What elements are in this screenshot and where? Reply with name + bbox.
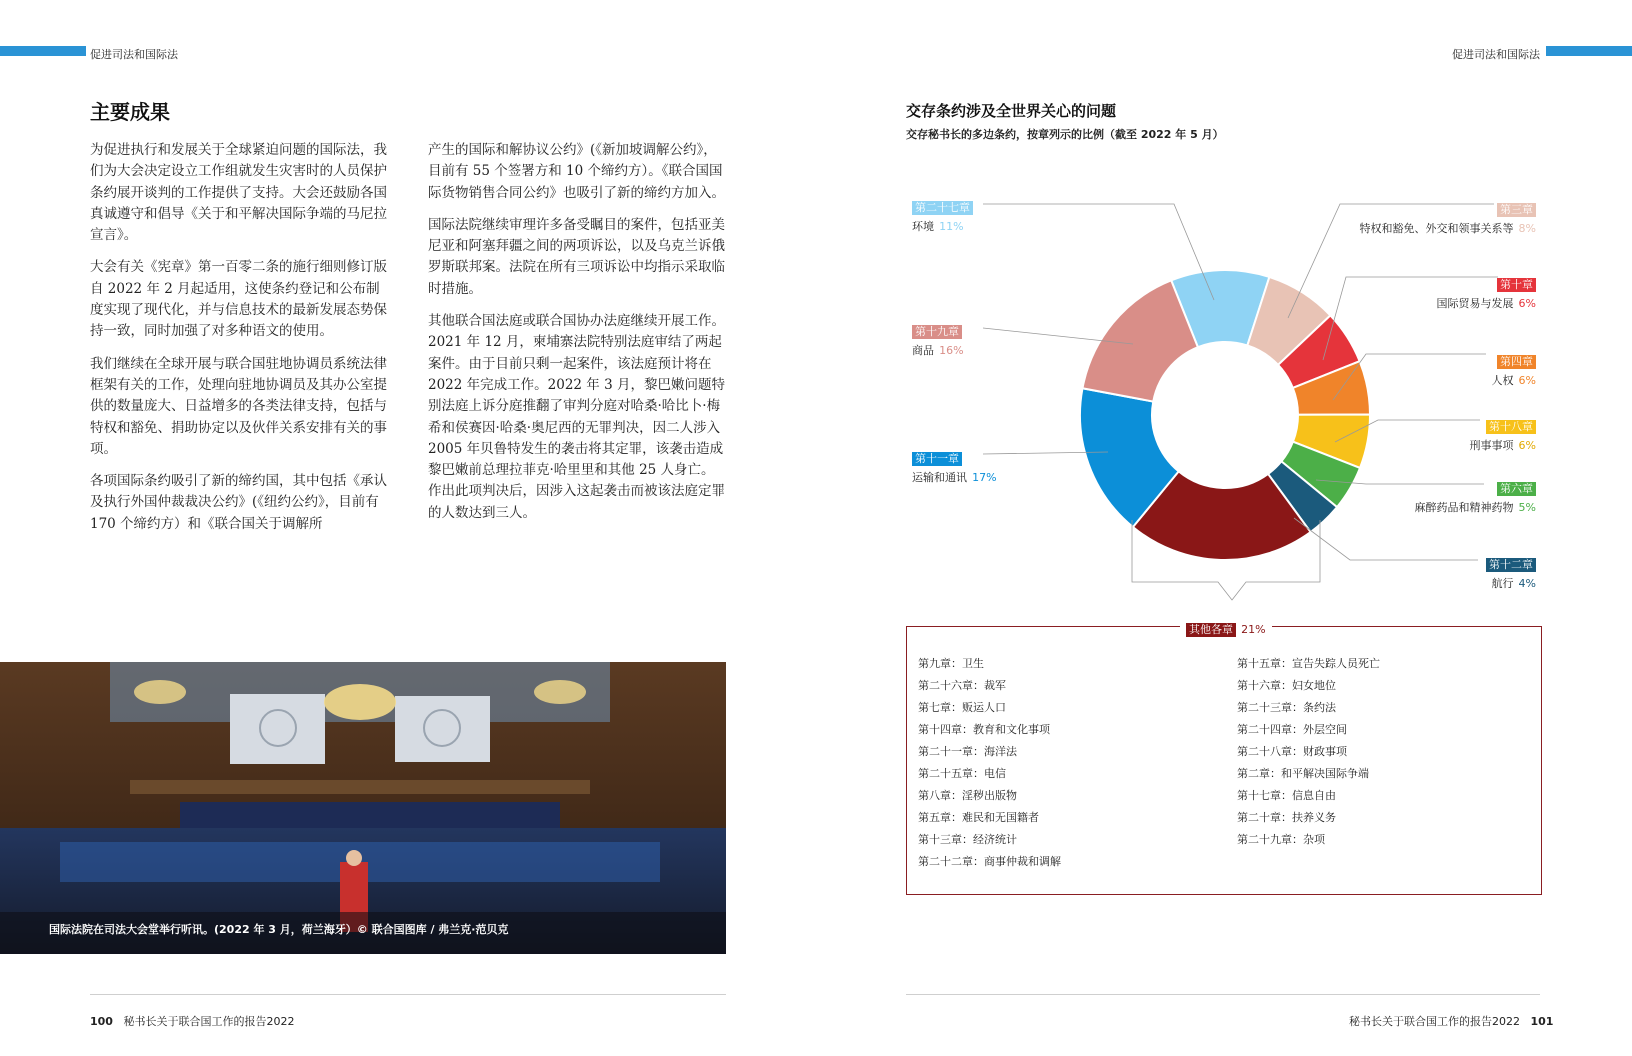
chapter-tag: 第二十七章 xyxy=(912,201,973,215)
slice-name: 航行 xyxy=(1491,577,1514,590)
chapter-tag: 第十九章 xyxy=(912,325,962,339)
paragraph: 为促进执行和发展关于全球紧迫问题的国际法，我们为大会决定设立工作组就发生灾害时的人员保护条约展开谈判的工作提供了支持。大会还鼓励各国真诚遵守和倡导《关于和平解决国际争端的马尼拉宣言》。 xyxy=(90,142,387,244)
chapter-tag: 第十二章 xyxy=(1486,558,1536,572)
label-trade xyxy=(1436,273,1536,311)
photo-caption: 国际法院在司法大会堂举行听讯。(2022 年 3 月，荷兰海牙）© 联合国图库 / 弗兰克·范贝克 xyxy=(49,923,509,936)
footer-title: 秘书长关于联合国工作的报告2022 xyxy=(1349,1015,1520,1028)
chart-subtitle: 交存秘书长的多边条约，按章列示的比例（截至 2022 年 5 月） xyxy=(906,128,1224,141)
slice-pct: 6% xyxy=(1518,374,1536,387)
slice-pct: 11% xyxy=(939,220,964,233)
list-item: 第十五章：宣告失踪人员死亡 xyxy=(1237,657,1380,670)
label-environment xyxy=(912,196,973,234)
chapter-tag: 第四章 xyxy=(1497,355,1536,369)
label-transport xyxy=(912,447,997,485)
list-item: 第十三章：经济统计 xyxy=(918,833,1017,846)
label-human-rights xyxy=(1491,350,1536,388)
paragraph: 其他联合国法庭或联合国协办法庭继续开展工作。2021 年 12 月，柬埔寨法院特别法庭审结了两起案件。由于目前只剩一起案件，该法庭预计将在 2022 年完成工作。2022 年 3 月，黎巴嫩问题特别法庭上诉分庭推翻了审判分庭对哈桑·哈比卜·梅希和侯赛因·哈桑·奥尼西的无罪判决，因二人涉入 2005 年贝鲁特发生的袭击将其定罪，该袭击造成黎巴嫩前总理拉菲克·哈里里和其他 25 人身亡。作出此项判决后，因涉入这起袭击而被该法庭定罪的人数达到三人。 xyxy=(428,313,725,521)
paragraph: 我们继续在全球开展与联合国驻地协调员系统法律框架有关的工作，处理向驻地协调员及其办公室提供的数量庞大、日益增多的各类法律支持，包括与特权和豁免、捐助协定以及伙伴关系安排有关的事项。 xyxy=(90,355,387,457)
list-item: 第二十五章：电信 xyxy=(918,767,1006,780)
chapter-tag: 第十八章 xyxy=(1486,420,1536,434)
label-narcotics xyxy=(1414,477,1536,515)
list-item: 第二十六章：裁军 xyxy=(918,679,1006,692)
paragraph: 大会有关《宪章》第一百零二条的施行细则修订版自 2022 年 2 月起适用，这使条约登记和公布制度实现了现代化，并与信息技术的最新发展态势保持一致，同时加强了对多种语文的使用。 xyxy=(90,259,387,340)
paragraph: 国际法院继续审理许多备受瞩目的案件，包括亚美尼亚和阿塞拜疆之间的两项诉讼，以及乌克兰诉俄罗斯联邦案。法院在所有三项诉讼中均指示采取临时措施。 xyxy=(428,216,725,297)
list-item: 第二十九章：杂项 xyxy=(1237,833,1325,846)
chapter-tag: 第六章 xyxy=(1497,482,1536,496)
slice-name: 商品 xyxy=(912,344,934,357)
label-penal xyxy=(1469,415,1536,453)
page-number: 101 xyxy=(1530,1015,1554,1028)
list-item: 第九章：卫生 xyxy=(918,657,984,670)
paragraph: 产生的国际和解协议公约》(《新加坡调解公约》，目前有 55 个签署方和 10 个缔约方）。《联合国国际货物销售合同公约》也吸引了新的缔约方加入。 xyxy=(428,142,725,201)
slice-pct: 17% xyxy=(972,471,997,484)
footer-title: 秘书长关于联合国工作的报告2022 xyxy=(123,1015,295,1028)
page-number: 100 xyxy=(90,1015,113,1028)
list-item: 第二章：和平解决国际争端 xyxy=(1237,767,1369,780)
running-head-right: 促进司法和国际法 xyxy=(1452,48,1540,61)
slice-name: 特权和豁免、外交和领事关系等 xyxy=(1359,222,1514,235)
label-other-chapters xyxy=(1180,618,1272,637)
list-item: 第二十章：扶养义务 xyxy=(1237,811,1336,824)
section-title: 主要成果 xyxy=(90,100,170,124)
slice-name: 国际贸易与发展 xyxy=(1436,297,1514,310)
label-navigation xyxy=(1486,553,1536,591)
chapter-tag: 第三章 xyxy=(1497,203,1536,217)
slice-pct: 8% xyxy=(1518,222,1536,235)
paragraph: 各项国际条约吸引了新的缔约国，其中包括《承认及执行外国仲裁裁决公约》(《纽约公约》，目前有 170 个缔约方）和《联合国关于调解所 xyxy=(90,473,387,532)
running-head-left: 促进司法和国际法 xyxy=(90,48,178,61)
list-item: 第十四章：教育和文化事项 xyxy=(918,723,1050,736)
other-chapters-list-right xyxy=(1237,653,1380,851)
list-item: 第十七章：信息自由 xyxy=(1237,789,1336,802)
slice-pct: 4% xyxy=(1518,577,1536,590)
list-item: 第五章：难民和无国籍者 xyxy=(918,811,1039,824)
slice-name: 麻醉药品和精神药物 xyxy=(1414,501,1514,514)
list-item: 第八章：淫秽出版物 xyxy=(918,789,1017,802)
slice-pct: 5% xyxy=(1518,501,1536,514)
list-item: 第二十一章：海洋法 xyxy=(918,745,1017,758)
chart-title: 交存条约涉及全世界关心的问题 xyxy=(906,102,1117,120)
slice-name: 环境 xyxy=(912,220,934,233)
chapter-tag: 第十章 xyxy=(1497,278,1536,292)
label-commodities xyxy=(912,320,964,358)
label-privileges xyxy=(1359,198,1536,236)
other-chapters-list-left xyxy=(918,653,1061,873)
slice-pct: 6% xyxy=(1518,297,1536,310)
list-item: 第二十八章：财政事项 xyxy=(1237,745,1347,758)
slice-name: 人权 xyxy=(1491,374,1514,387)
list-item: 第七章：贩运人口 xyxy=(918,701,1006,714)
list-item: 第二十四章：外层空间 xyxy=(1237,723,1347,736)
chapter-tag: 其他各章 xyxy=(1186,623,1236,637)
slice-pct: 6% xyxy=(1518,439,1536,452)
list-item: 第二十三章：条约法 xyxy=(1237,701,1336,714)
list-item: 第十六章：妇女地位 xyxy=(1237,679,1336,692)
list-item: 第二十二章：商事仲裁和调解 xyxy=(918,855,1061,868)
slice-name: 运输和通讯 xyxy=(912,471,967,484)
slice-pct: 16% xyxy=(939,344,964,357)
slice-name: 刑事事项 xyxy=(1469,439,1514,452)
slice-pct: 21% xyxy=(1241,623,1266,636)
chapter-tag: 第十一章 xyxy=(912,452,962,466)
